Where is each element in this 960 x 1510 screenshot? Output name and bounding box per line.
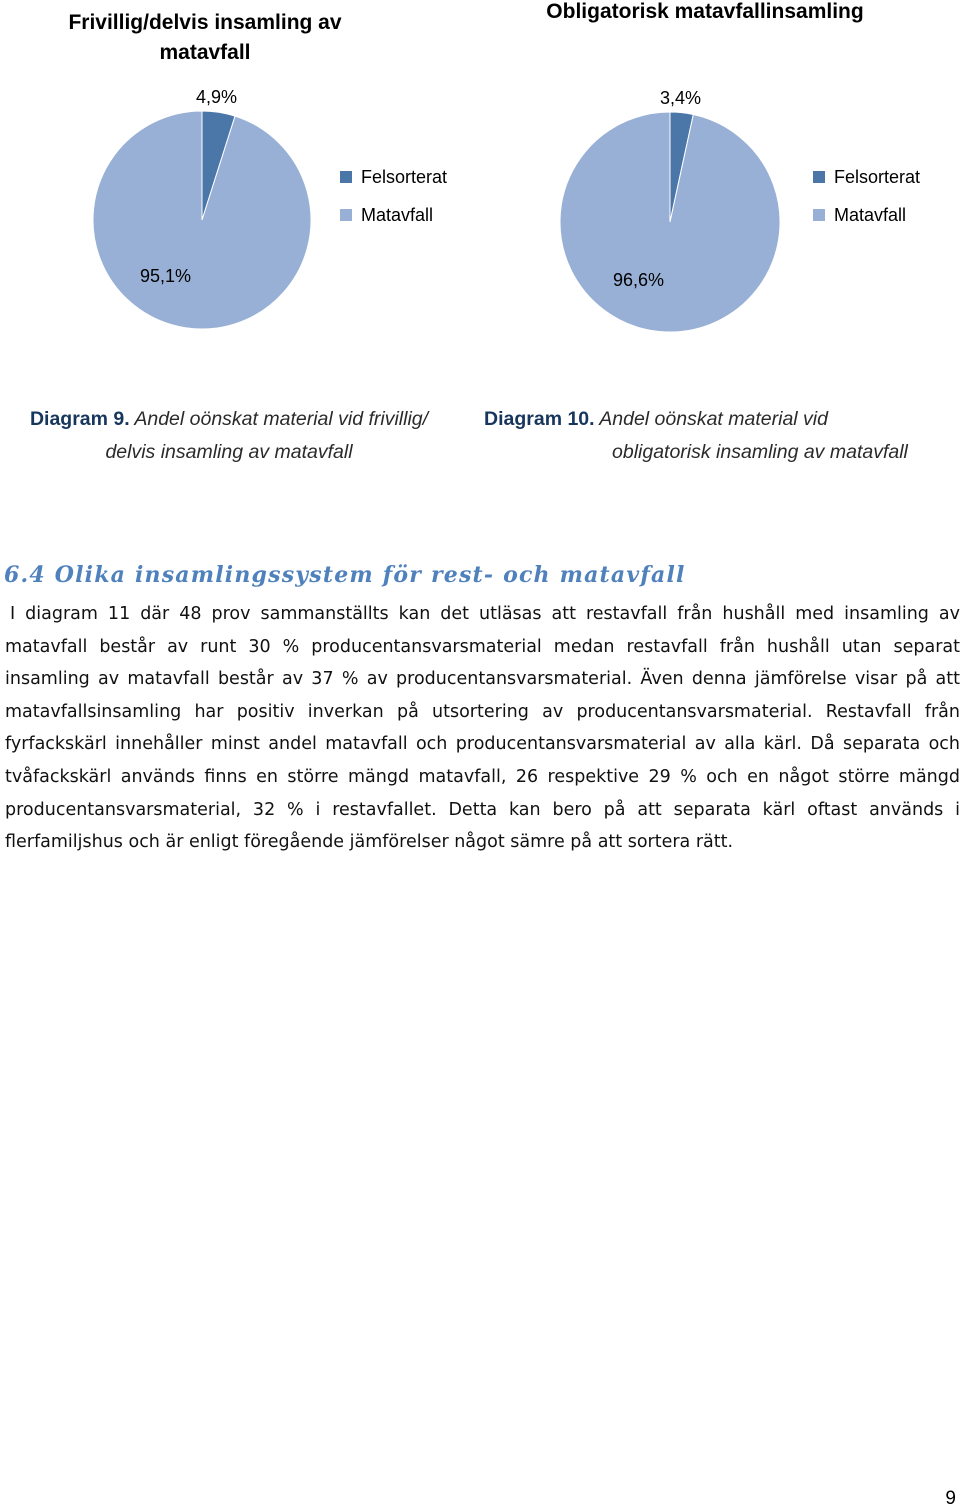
- legend-label: Felsorterat: [834, 166, 921, 187]
- legend-item-matavfall: [813, 204, 920, 226]
- section-heading: 6.4 Olika insamlingssystem för rest- och matavfall: [4, 562, 686, 589]
- chart-panel-left: [0, 0, 470, 360]
- slice-label-felsorterat: 3,4%: [660, 88, 702, 108]
- chart-legend: [340, 166, 447, 242]
- figure-caption-left: [4, 403, 454, 469]
- chart-title: Frivillig/delvis insamling av matavfall: [68, 11, 342, 64]
- chart-legend: [813, 166, 920, 242]
- pie-slice-matavfall: [93, 111, 311, 329]
- page-number: 9: [945, 1488, 956, 1509]
- legend-label: Matavfall: [361, 204, 434, 225]
- slice-label-matavfall: 96,6%: [613, 270, 665, 290]
- legend-swatch-matavfall: [340, 209, 352, 221]
- legend-swatch-felsorterat: [340, 171, 352, 183]
- chart-title: Obligatorisk matavfallinsamling: [546, 0, 864, 23]
- caption-text: obligatorisk insamling av matavfall: [612, 441, 908, 463]
- slice-label-felsorterat: 4,9%: [196, 87, 238, 107]
- caption-text: Andel oönskat material vid: [594, 408, 828, 430]
- caption-text: delvis insamling av matavfall: [105, 441, 353, 463]
- slice-label-matavfall: 95,1%: [140, 266, 192, 286]
- legend-item-matavfall: [340, 204, 447, 226]
- pie-slice-matavfall: [560, 112, 780, 332]
- figure-caption-right: [484, 403, 954, 469]
- legend-label: Felsorterat: [361, 166, 448, 187]
- caption-number: Diagram 9.: [29, 408, 130, 430]
- caption-number: Diagram 10.: [484, 408, 595, 430]
- legend-item-felsorterat: [340, 166, 447, 188]
- legend-item-felsorterat: [813, 166, 920, 188]
- legend-swatch-matavfall: [813, 209, 825, 221]
- chart-panel-right: [475, 0, 945, 360]
- body-paragraph: I diagram 11 där 48 prov sammanställts kan det utläsas att restavfall från hushåll med insamling av matavfall består av runt 30 % producentansvarsmaterial medan restavfall från hushåll utan separat insamling av matavfall består av 37 % av producentansvarsmaterial. Även denna jämförelse visar på att matavfallsinsamling har positiv inverkan på utsortering av producentansvarsmaterial. Restavfall från fyrfackskärl innehåller minst andel matavfall och producentansvarsmaterial av alla kärl. Då separata och tvåfackskärl används finns en större mängd matavfall, 26 respektive 29 % och en något större mängd producentansvarsmaterial, 32 % i restavfallet. Detta kan bero på att separata kärl oftast används i flerfamiljshus och är enligt föregående jämförelser något sämre på att sortera rätt.: [5, 604, 960, 853]
- caption-text: Andel oönskat material vid frivillig/: [129, 408, 429, 430]
- legend-swatch-felsorterat: [813, 171, 825, 183]
- legend-label: Matavfall: [834, 204, 907, 225]
